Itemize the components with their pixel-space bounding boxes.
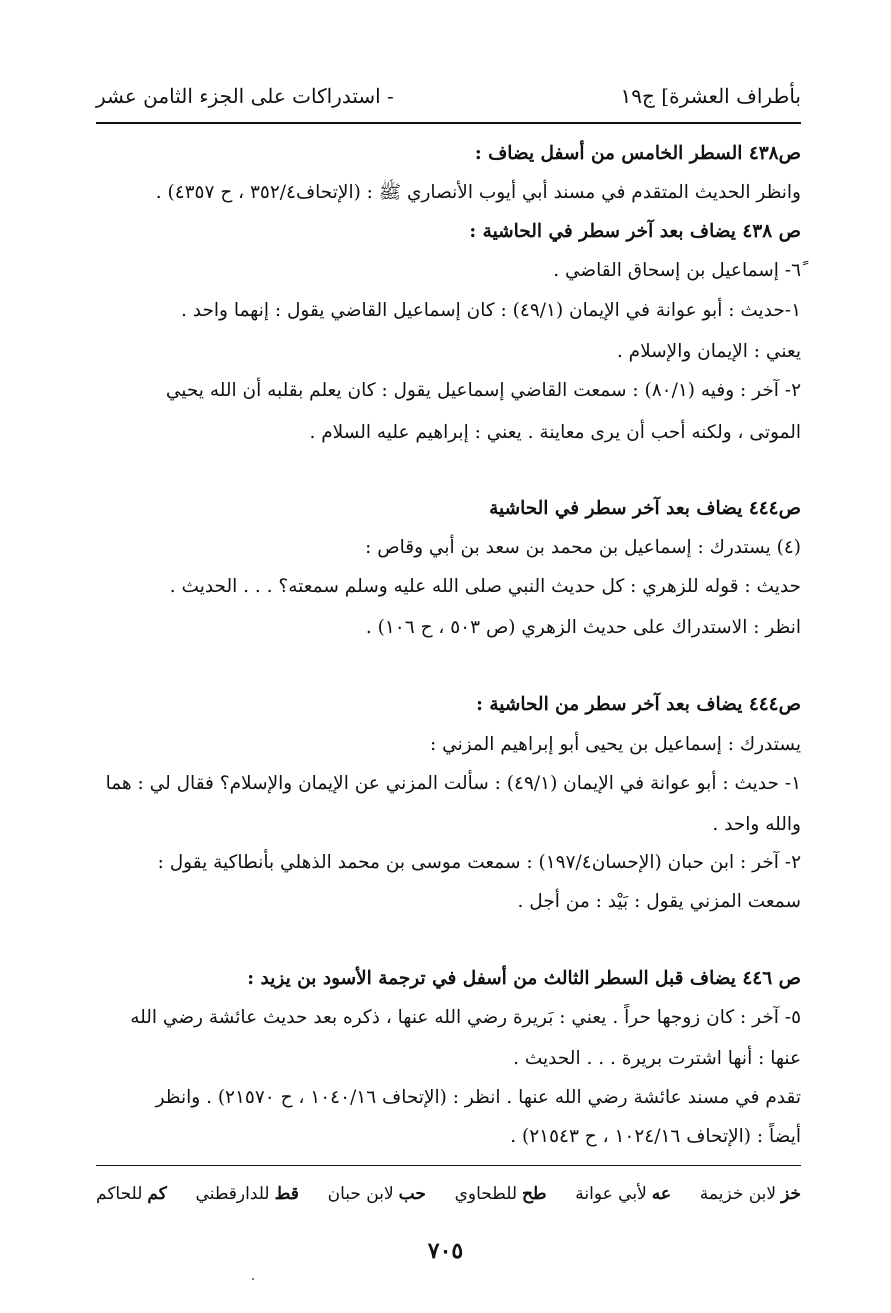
legend-item: عه لأبي عوانة: [575, 1184, 672, 1204]
text-line: (٤) يستدرك : إسماعيل بن محمد بن سعد بن أبي وقاص :: [365, 537, 801, 558]
section-heading-438-a: ص٤٣٨ السطر الخامس من أسفل يضاف :: [474, 143, 801, 164]
text-line: انظر : الاستدراك على حديث الزهري (ص ٥٠٣ ، ح ١٠٦) .: [365, 617, 801, 638]
page-number: ٧٠٥: [427, 1238, 464, 1264]
print-speck: [252, 1278, 254, 1280]
header-section-title: - استدراكات على الجزء الثامن عشر: [96, 84, 394, 108]
legend-item: طح للطحاوي: [454, 1184, 547, 1204]
text-line: وانظر الحديث المتقدم في مسند أبي أيوب الأنصاري ﷺ : (الإتحاف٣٥٢/٤ ، ح ٤٣٥٧) .: [155, 182, 801, 203]
text-line: ٢- آخر : وفيه (٨٠/١) : سمعت القاضي إسماعيل يقول : كان يعلم بقلبه أن الله يحيي: [165, 380, 801, 401]
text-line: ١-حديث : أبو عوانة في الإيمان (٤٩/١) : كان إسماعيل القاضي يقول : إنهما واحد .: [180, 300, 801, 321]
header-book-title: بأطراف العشرة] ج١٩: [620, 84, 801, 108]
section-heading-446: ص ٤٤٦ يضاف قبل السطر الثالث من أسفل في ترجمة الأسود بن يزيد :: [247, 968, 801, 989]
text-line: يستدرك : إسماعيل بن يحيى أبو إبراهيم المزني :: [430, 734, 801, 755]
text-line: حديث : قوله للزهري : كل حديث النبي صلى الله عليه وسلم سمعته؟ . . . الحديث .: [169, 576, 801, 597]
text-line: الموتى ، ولكنه أحب أن يرى معاينة . يعني : إبراهيم عليه السلام .: [309, 422, 801, 443]
section-heading-444-a: ص٤٤٤ يضاف بعد آخر سطر في الحاشية: [489, 498, 801, 519]
legend-item: خز لابن خزيمة: [699, 1184, 801, 1204]
text-line: ١- حديث : أبو عوانة في الإيمان (٤٩/١) : سألت المزني عن الإيمان والإسلام؟ فقال لي : هما: [105, 773, 801, 794]
text-line: يعني : الإيمان والإسلام .: [616, 341, 801, 362]
text-line: والله واحد .: [712, 814, 801, 835]
text-line: ٦ً- إسماعيل بن إسحاق القاضي .: [553, 260, 801, 281]
legend-item: قط للدارقطني: [195, 1184, 299, 1204]
text-line: ٢- آخر : ابن حبان (الإحسان١٩٧/٤) : سمعت موسى بن محمد الذهلي بأنطاكية يقول :: [157, 852, 801, 873]
section-heading-444-b: ص٤٤٤ يضاف بعد آخر سطر من الحاشية :: [476, 694, 801, 715]
legend-item: حب لابن حبان: [327, 1184, 426, 1204]
text-line: عنها : أنها اشترت بريرة . . . الحديث .: [513, 1048, 801, 1069]
footer-rule: [96, 1165, 801, 1166]
running-header: [96, 76, 801, 116]
abbreviation-legend: [96, 1184, 801, 1204]
section-heading-438-b: ص ٤٣٨ يضاف بعد آخر سطر في الحاشية :: [469, 221, 801, 242]
text-line: سمعت المزني يقول : بَيْد : من أجل .: [517, 891, 801, 912]
text-line: أيضاً : (الإتحاف ١٠٢٤/١٦ ، ح ٢١٥٤٣) .: [510, 1126, 801, 1147]
legend-item: كم للحاكم: [96, 1184, 167, 1204]
text-line: تقدم في مسند عائشة رضي الله عنها . انظر : (الإتحاف ١٠٤٠/١٦ ، ح ٢١٥٧٠) . وانظر: [155, 1087, 801, 1108]
text-line: ٥- آخر : كان زوجها حراً . يعني : بَريرة رضي الله عنها ، ذكره بعد حديث عائشة رضي الله: [130, 1007, 801, 1028]
header-rule: [96, 122, 801, 124]
